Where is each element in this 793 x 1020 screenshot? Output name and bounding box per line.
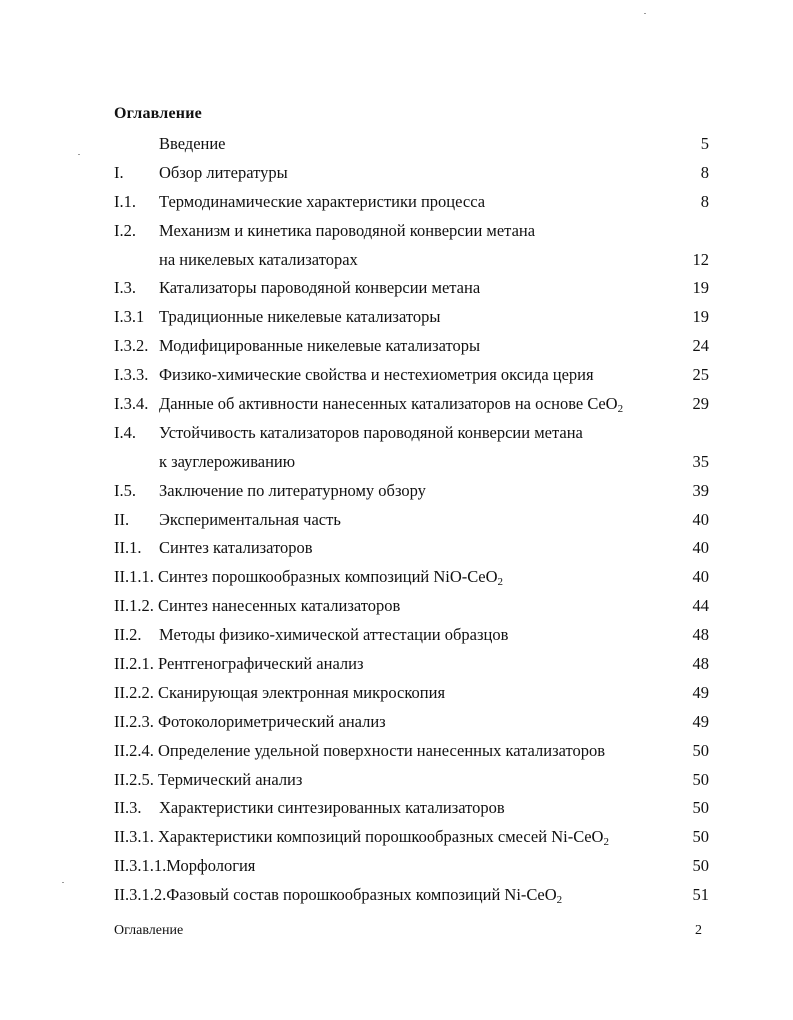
toc-entry-page: 19	[692, 307, 709, 327]
toc-entry-page: 40	[692, 567, 709, 587]
toc-entry-page: 8	[700, 162, 709, 182]
toc-entry	[114, 653, 714, 682]
toc-entry	[114, 769, 714, 798]
toc-entry-title	[159, 393, 623, 415]
toc-entry-page: 51	[692, 885, 709, 905]
toc-entry-title	[114, 566, 503, 588]
toc-entry	[114, 220, 714, 249]
toc-entry-title-text: Введение	[159, 134, 226, 153]
toc-entry	[114, 191, 714, 220]
toc-entry-title-text: к зауглероживанию	[159, 451, 296, 471]
toc-entry-page: 49	[692, 682, 709, 702]
toc-entry	[114, 740, 714, 769]
subscript: 2	[617, 403, 624, 416]
toc-entry-title	[159, 624, 508, 646]
toc-entry-page: 19	[692, 278, 709, 298]
toc-entry-title-text: II.2.5. Термический анализ	[114, 769, 303, 789]
toc-entry-title-text: Физико-химические свойства и нестехиометрия оксида церия	[159, 365, 594, 385]
toc-entry-number: I.2.	[114, 220, 136, 240]
toc-entry-title-text: II.1.1. Синтез порошкообразных композиций NiO-CeO	[114, 567, 498, 587]
toc-entry	[114, 884, 714, 913]
toc-entry-page: 44	[692, 596, 709, 616]
toc-entry-title	[159, 162, 288, 184]
footer-label: Оглавление	[114, 923, 184, 938]
toc-entry	[114, 537, 714, 566]
toc-entry-number: I.1.	[114, 191, 136, 211]
toc-entry-page: 25	[692, 365, 709, 385]
toc-entry-page: 12	[692, 249, 709, 269]
toc-entry	[114, 480, 714, 509]
toc-entry-title	[114, 682, 445, 704]
toc-entry-number: I.3.2.	[114, 336, 149, 356]
toc-entry-title	[114, 826, 609, 848]
toc-entry	[114, 364, 714, 393]
toc-entry	[114, 826, 714, 855]
subscript: 2	[497, 576, 504, 589]
toc-entry-title-text: Термодинамические характеристики процесса	[159, 191, 486, 211]
toc-heading: Оглавление	[114, 105, 202, 122]
toc-entry-title-text: II.2.4. Определение удельной поверхности нанесенных катализаторов	[114, 740, 606, 760]
toc-entry	[114, 306, 714, 335]
toc-entry-title-text: II.3.1.1.Морфология	[114, 856, 256, 876]
toc-entry-title-text: Катализаторы пароводяной конверсии метана	[159, 278, 481, 298]
toc-entry-title-text: II.1.2. Синтез нанесенных катализаторов	[114, 596, 401, 616]
toc-entry-page: 50	[692, 769, 709, 789]
toc-entry-title-text: Характеристики синтезированных катализаторов	[159, 798, 505, 818]
toc-entry-title-text: Обзор литературы	[159, 162, 288, 182]
toc-entry-number: I.3.	[114, 278, 136, 298]
toc-entry-page: 48	[692, 654, 709, 674]
scan-speck	[78, 154, 80, 155]
toc-entry-title-text: II.2.1. Рентгенографический анализ	[114, 654, 364, 674]
toc-entry	[114, 595, 714, 624]
toc-entry-title	[159, 797, 505, 819]
toc-entry-number: II.3.	[114, 798, 142, 818]
toc-entry-page: 29	[692, 394, 709, 414]
toc-entry-title	[159, 480, 426, 502]
toc-entry-title	[114, 653, 364, 675]
toc-entry-number: II.	[114, 509, 130, 529]
toc-entry-page: 50	[692, 798, 709, 818]
toc-entry-title	[159, 335, 480, 357]
subscript: 2	[556, 894, 563, 907]
toc-entry-title	[159, 306, 440, 328]
toc-entry	[114, 509, 714, 538]
toc-entry-page: 5	[700, 134, 709, 153]
toc-entry-page: 50	[692, 856, 709, 876]
toc-entry-title-text: II.3.1. Характеристики композиций порошкообразных смесей Ni-CeO	[114, 827, 604, 847]
toc-entry-title-text: Традиционные никелевые катализаторы	[159, 307, 441, 327]
toc-entry-number: I.5.	[114, 480, 136, 500]
toc-entry-title	[159, 249, 358, 271]
toc-entry-title	[159, 364, 594, 386]
toc-entry-title-text: Синтез катализаторов	[159, 538, 313, 558]
toc-entry-number: I.4.	[114, 422, 136, 442]
toc-entry-title	[114, 711, 386, 733]
toc-entry	[114, 855, 714, 884]
toc-entry-title	[159, 422, 583, 444]
toc-entry-page: 49	[692, 711, 709, 731]
toc-entry-title	[159, 191, 485, 213]
toc-entry-page: 8	[700, 191, 709, 211]
toc-entry	[114, 335, 714, 364]
toc-entry	[114, 682, 714, 711]
toc-entry	[114, 624, 714, 653]
toc-entry-page: 48	[692, 625, 709, 645]
footer-page-number: 2	[695, 923, 702, 938]
toc-entry-title	[114, 740, 605, 762]
toc-entry-number: I.	[114, 162, 124, 182]
toc-entry	[114, 277, 714, 306]
toc-entry	[114, 797, 714, 826]
toc-list	[114, 133, 714, 913]
toc-entry	[114, 566, 714, 595]
toc-entry-page: 24	[692, 336, 709, 356]
toc-entry-title	[159, 451, 295, 473]
toc-entry-title-text: Экспериментальная часть	[159, 509, 341, 529]
toc-entry	[114, 451, 714, 480]
toc-entry-page: 40	[692, 538, 709, 558]
subscript: 2	[603, 836, 609, 849]
scan-speck	[644, 13, 646, 14]
toc-entry-title-text: Устойчивость катализаторов пароводяной конверсии метана	[159, 422, 583, 442]
toc-entry-page: 35	[692, 451, 709, 471]
scan-speck	[62, 882, 64, 883]
toc-entry	[114, 422, 714, 451]
toc-entry	[114, 249, 714, 278]
toc-entry	[114, 162, 714, 191]
toc-entry-title	[159, 509, 341, 531]
toc-entry-title	[114, 884, 562, 906]
toc-entry-title	[114, 595, 400, 617]
toc-entry-number: I.3.3.	[114, 365, 149, 385]
toc-entry-number: I.3.1	[114, 307, 145, 327]
toc-entry-title-text: Механизм и кинетика пароводяной конверсии метана	[159, 220, 536, 240]
toc-entry-title	[159, 277, 480, 299]
toc-entry-number: II.2.	[114, 625, 142, 645]
toc-entry-title-text: Модифицированные никелевые катализаторы	[159, 336, 481, 356]
toc-entry-title	[114, 855, 255, 877]
toc-entry-number: II.1.	[114, 538, 142, 558]
toc-entry-page: 40	[692, 509, 709, 529]
toc-entry-title-text: на никелевых катализаторах	[159, 249, 358, 269]
toc-entry-title-text: Данные об активности нанесенных катализаторов на основе CeO	[159, 394, 618, 414]
toc-entry-title	[159, 220, 535, 242]
toc-entry-title	[159, 537, 313, 559]
toc-entry-title-text: Методы физико-химической аттестации образцов	[159, 625, 509, 645]
toc-entry-page: 50	[692, 827, 709, 847]
toc-entry-title	[114, 769, 302, 791]
toc-entry-title-text: II.3.1.2.Фазовый состав порошкообразных композиций Ni-CeO	[114, 885, 557, 905]
toc-entry-page: 39	[692, 480, 709, 500]
toc-entry-title	[159, 133, 226, 155]
toc-entry-page: 50	[692, 740, 709, 760]
toc-entry	[114, 133, 714, 162]
toc-entry-title-text: II.2.2. Сканирующая электронная микроскопия	[114, 682, 446, 702]
toc-entry	[114, 711, 714, 740]
toc-entry	[114, 393, 714, 422]
toc-entry-title-text: II.2.3. Фотоколориметрический анализ	[114, 711, 386, 731]
toc-entry-number: I.3.4.	[114, 394, 149, 414]
toc-entry-title-text: Заключение по литературному обзору	[159, 480, 426, 500]
